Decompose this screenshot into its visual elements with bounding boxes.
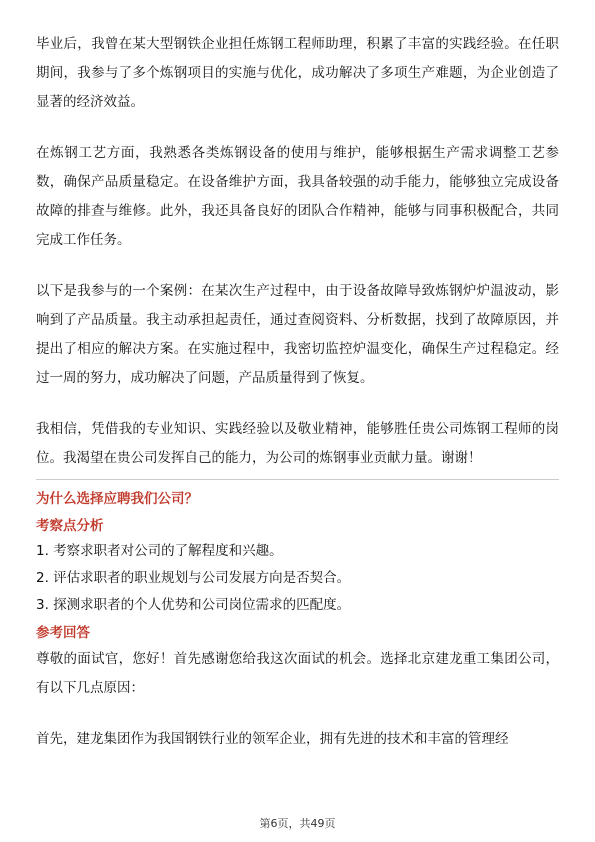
question-title: 为什么选择应聘我们公司？	[36, 491, 198, 507]
analysis-item: 3. 探测求职者的个人优势和公司岗位需求的匹配度。	[36, 597, 351, 613]
analysis-item: 1. 考察求职者对公司的了解程度和兴趣。	[36, 543, 283, 559]
document-body	[36, 30, 559, 754]
paragraph-case: 以下是我参与的一个案例：在某次生产过程中，由于设备故障导致炼钢炉炉温波动，影响到了产品质量。我主动承担起责任，通过查阅资料、分析数据，找到了故障原因，并提出了相应的解决方案。在实施过程中，我密切监控炉温变化，确保生产过程稳定。经过一周的努力，成功解决了问题，产品质量得到了恢复。	[36, 283, 559, 386]
answer-heading: 参考回答	[36, 625, 90, 641]
analysis-heading: 考察点分析	[36, 518, 104, 534]
answer-paragraph: 首先，建龙集团作为我国钢铁行业的领军企业，拥有先进的技术和丰富的管理经	[36, 731, 509, 747]
page-number: 第6页，共49页	[259, 817, 336, 830]
analysis-item: 2. 评估求职者的职业规划与公司发展方向是否契合。	[36, 570, 351, 586]
paragraph-closing: 我相信，凭借我的专业知识、实践经验以及敬业精神，能够胜任贵公司炼钢工程师的岗位。我渴望在贵公司发挥自己的能力，为公司的炼钢事业贡献力量。谢谢！	[36, 421, 559, 466]
section-divider	[36, 479, 559, 480]
paragraph-skills: 在炼钢工艺方面，我熟悉各类炼钢设备的使用与维护，能够根据生产需求调整工艺参数，确保产品质量稳定。在设备维护方面，我具备较强的动手能力，能够独立完成设备故障的排查与维修。此外，我还具备良好的团队合作精神，能够与同事积极配合，共同完成工作任务。	[36, 145, 559, 248]
answer-paragraph: 尊敬的面试官，您好！首先感谢您给我这次面试的机会。选择北京建龙重工集团公司，有以下几点原因：	[36, 651, 559, 696]
paragraph-experience: 毕业后，我曾在某大型钢铁企业担任炼钢工程师助理，积累了丰富的实践经验。在任职期间，我参与了多个炼钢项目的实施与优化，成功解决了多项生产难题，为企业创造了显著的经济效益。	[36, 36, 559, 110]
